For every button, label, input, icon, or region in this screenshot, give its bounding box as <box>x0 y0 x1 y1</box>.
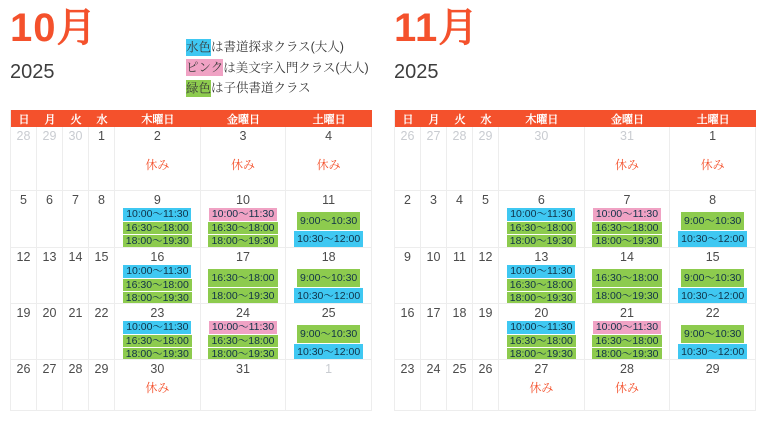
day-cell <box>499 304 585 360</box>
class-time-block: 10:00〜11:30 <box>123 208 191 221</box>
day-cell <box>421 360 447 411</box>
legend-color-chip: 緑色 <box>186 81 212 95</box>
day-cell <box>585 127 671 191</box>
date-number: 13 <box>42 250 57 264</box>
class-time-block: 10:30〜12:00 <box>294 288 363 305</box>
november-calendar <box>384 0 768 433</box>
date-number: 29 <box>478 129 493 143</box>
class-time-block: 16:30〜18:00 <box>208 222 277 235</box>
class-time-block: 10:00〜11:30 <box>209 321 277 334</box>
day-cell <box>585 304 671 360</box>
class-time-block: 18:00〜19:30 <box>123 348 192 360</box>
date-number: 8 <box>709 193 717 207</box>
date-number: 27 <box>42 362 57 376</box>
day-cell <box>421 191 447 248</box>
day-cell <box>473 191 499 248</box>
date-number: 29 <box>705 362 720 376</box>
date-number: 10 <box>236 193 250 207</box>
day-cell <box>11 248 37 304</box>
calendar-grid <box>394 110 756 411</box>
legend-item <box>186 58 372 79</box>
class-time-block: 16:30〜18:00 <box>208 335 277 348</box>
day-cell <box>201 127 287 191</box>
date-number: 24 <box>426 362 441 376</box>
day-cell <box>286 304 372 360</box>
day-cell <box>670 191 756 248</box>
day-cell <box>499 248 585 304</box>
class-time-block: 10:00〜11:30 <box>593 321 661 334</box>
date-number: 1 <box>98 129 105 143</box>
day-cell <box>115 191 201 248</box>
date-number: 15 <box>94 250 109 264</box>
date-number: 18 <box>321 250 336 264</box>
class-time-block: 16:30〜18:00 <box>208 269 277 287</box>
day-cell <box>499 191 585 248</box>
day-cell <box>115 248 201 304</box>
day-cell <box>447 248 473 304</box>
weekday-header: 金曜日 <box>585 110 671 127</box>
date-number: 31 <box>620 129 634 143</box>
class-time-block: 9:00〜10:30 <box>681 325 744 343</box>
date-number: 4 <box>456 193 463 207</box>
date-number: 20 <box>534 306 549 320</box>
date-number: 14 <box>68 250 83 264</box>
day-cell <box>63 248 89 304</box>
class-time-block: 10:00〜11:30 <box>507 321 575 334</box>
rest-label: 休み <box>700 158 725 172</box>
weekday-header: 土曜日 <box>670 110 756 127</box>
day-cell <box>11 191 37 248</box>
class-time-block: 10:00〜11:30 <box>507 265 575 278</box>
weekday-header: 木曜日 <box>499 110 585 127</box>
date-number: 17 <box>426 306 441 320</box>
date-number: 23 <box>150 306 165 320</box>
day-cell <box>395 248 421 304</box>
day-cell <box>447 127 473 191</box>
day-cell <box>499 360 585 411</box>
weekday-header: 月 <box>37 110 63 127</box>
day-cell <box>286 248 372 304</box>
day-cell <box>63 360 89 411</box>
weekday-header: 火 <box>63 110 89 127</box>
date-number: 19 <box>16 306 31 320</box>
class-time-block: 9:00〜10:30 <box>297 212 360 230</box>
date-number: 6 <box>537 193 545 207</box>
day-cell <box>395 191 421 248</box>
date-number: 28 <box>620 362 634 376</box>
class-time-block: 18:00〜19:30 <box>507 292 576 304</box>
legend-item <box>186 37 372 58</box>
legend <box>186 37 372 99</box>
date-number: 6 <box>46 193 53 207</box>
class-time-block: 9:00〜10:30 <box>297 269 360 287</box>
class-time-block: 18:00〜19:30 <box>208 288 277 305</box>
rest-label: 休み <box>614 158 639 172</box>
date-number: 20 <box>42 306 57 320</box>
date-number: 28 <box>16 129 31 143</box>
rest-label: 休み <box>529 381 554 395</box>
day-cell <box>286 191 372 248</box>
date-number: 2 <box>153 129 161 143</box>
day-cell <box>670 127 756 191</box>
day-cell <box>89 191 115 248</box>
date-number: 31 <box>236 362 250 376</box>
date-number: 7 <box>72 193 79 207</box>
class-time-block: 10:30〜12:00 <box>678 344 747 361</box>
date-number: 5 <box>482 193 489 207</box>
day-cell <box>473 360 499 411</box>
day-cell <box>447 360 473 411</box>
class-time-block: 16:30〜18:00 <box>123 335 192 348</box>
november-header <box>394 0 756 110</box>
date-number: 26 <box>400 129 415 143</box>
class-time-block: 10:00〜11:30 <box>123 321 191 334</box>
day-cell <box>37 360 63 411</box>
class-time-block: 18:00〜19:30 <box>507 348 576 360</box>
class-time-block: 16:30〜18:00 <box>507 335 576 348</box>
class-time-block: 18:00〜19:30 <box>592 288 661 305</box>
date-number: 11 <box>322 193 336 207</box>
october-header <box>10 0 372 110</box>
date-number: 13 <box>534 250 549 264</box>
month-title: 10月 <box>10 6 98 50</box>
class-time-block: 16:30〜18:00 <box>592 269 661 287</box>
legend-color-chip: 水色 <box>186 40 212 54</box>
day-cell <box>115 360 201 411</box>
date-number: 22 <box>94 306 109 320</box>
weekday-header: 水 <box>473 110 499 127</box>
weekday-header: 火 <box>447 110 473 127</box>
class-time-block: 16:30〜18:00 <box>123 279 192 292</box>
day-cell <box>11 360 37 411</box>
day-cell <box>37 127 63 191</box>
date-number: 18 <box>452 306 467 320</box>
date-number: 23 <box>400 362 415 376</box>
day-cell <box>201 248 287 304</box>
rest-label: 休み <box>145 158 170 172</box>
day-cell <box>37 248 63 304</box>
date-number: 22 <box>705 306 720 320</box>
weekday-header: 日 <box>11 110 37 127</box>
date-number: 1 <box>325 362 333 376</box>
weekday-header: 木曜日 <box>115 110 201 127</box>
class-time-block: 10:30〜12:00 <box>294 231 363 249</box>
day-cell <box>11 304 37 360</box>
day-cell <box>201 191 287 248</box>
date-number: 26 <box>16 362 31 376</box>
date-number: 9 <box>153 193 161 207</box>
date-number: 25 <box>321 306 336 320</box>
day-cell <box>37 191 63 248</box>
class-time-block: 18:00〜19:30 <box>208 348 277 360</box>
date-number: 25 <box>452 362 467 376</box>
day-cell <box>421 304 447 360</box>
day-cell <box>421 248 447 304</box>
day-cell <box>421 127 447 191</box>
day-cell <box>115 127 201 191</box>
class-time-block: 9:00〜10:30 <box>681 212 744 230</box>
day-cell <box>63 127 89 191</box>
date-number: 27 <box>426 129 441 143</box>
day-cell <box>473 304 499 360</box>
calendar-grid <box>10 110 372 411</box>
class-time-block: 10:00〜11:30 <box>593 208 661 221</box>
date-number: 16 <box>150 250 165 264</box>
day-cell <box>115 304 201 360</box>
date-number: 29 <box>42 129 57 143</box>
rest-label: 休み <box>316 158 341 172</box>
date-number: 30 <box>534 129 549 143</box>
date-number: 3 <box>239 129 247 143</box>
date-number: 12 <box>16 250 31 264</box>
date-number: 24 <box>236 306 250 320</box>
date-number: 7 <box>623 193 631 207</box>
day-cell <box>499 127 585 191</box>
class-time-block: 10:00〜11:30 <box>123 265 191 278</box>
date-number: 2 <box>404 193 411 207</box>
day-cell <box>395 360 421 411</box>
date-number: 21 <box>620 306 634 320</box>
class-time-block: 18:00〜19:30 <box>123 235 192 248</box>
class-time-block: 10:30〜12:00 <box>678 288 747 305</box>
date-number: 16 <box>400 306 415 320</box>
day-cell <box>395 304 421 360</box>
day-cell <box>11 127 37 191</box>
class-time-block: 16:30〜18:00 <box>507 222 576 235</box>
date-number: 9 <box>404 250 411 264</box>
date-number: 3 <box>430 193 437 207</box>
legend-item-text: は子供書道クラス <box>211 81 311 95</box>
class-time-block: 10:30〜12:00 <box>678 231 747 249</box>
day-cell <box>473 127 499 191</box>
date-number: 29 <box>94 362 109 376</box>
day-cell <box>89 248 115 304</box>
day-cell <box>447 191 473 248</box>
date-number: 15 <box>705 250 720 264</box>
date-number: 26 <box>478 362 493 376</box>
class-time-block: 18:00〜19:30 <box>592 348 661 360</box>
day-cell <box>585 191 671 248</box>
day-cell <box>286 127 372 191</box>
weekday-header: 月 <box>421 110 447 127</box>
day-cell <box>286 360 372 411</box>
day-cell <box>201 304 287 360</box>
class-time-block: 18:00〜19:30 <box>592 235 661 248</box>
month-title: 11月 <box>394 6 480 50</box>
weekday-header: 水 <box>89 110 115 127</box>
day-cell <box>670 360 756 411</box>
class-time-block: 9:00〜10:30 <box>297 325 360 343</box>
day-cell <box>89 304 115 360</box>
october-title-group <box>10 0 186 84</box>
rest-label: 休み <box>614 381 639 395</box>
day-cell <box>89 127 115 191</box>
day-cell <box>670 304 756 360</box>
rest-label: 休み <box>230 158 255 172</box>
class-time-block: 16:30〜18:00 <box>507 279 576 292</box>
weekday-header: 土曜日 <box>286 110 372 127</box>
legend-color-chip: ピンク <box>186 60 224 75</box>
date-number: 17 <box>236 250 250 264</box>
day-cell <box>37 304 63 360</box>
year-label: 2025 <box>10 61 55 83</box>
class-time-block: 9:00〜10:30 <box>681 269 744 287</box>
date-number: 28 <box>68 362 83 376</box>
weekday-header: 日 <box>395 110 421 127</box>
date-number: 28 <box>452 129 467 143</box>
date-number: 10 <box>426 250 441 264</box>
date-number: 19 <box>478 306 493 320</box>
date-number: 27 <box>534 362 549 376</box>
date-number: 30 <box>68 129 83 143</box>
date-number: 30 <box>150 362 165 376</box>
day-cell <box>670 248 756 304</box>
november-title-group <box>394 0 570 84</box>
day-cell <box>473 248 499 304</box>
date-number: 21 <box>68 306 83 320</box>
day-cell <box>585 248 671 304</box>
day-cell <box>63 191 89 248</box>
day-cell <box>447 304 473 360</box>
class-time-block: 16:30〜18:00 <box>592 222 661 235</box>
rest-label: 休み <box>145 381 170 395</box>
day-cell <box>201 360 287 411</box>
class-time-block: 18:00〜19:30 <box>507 235 576 248</box>
date-number: 4 <box>325 129 333 143</box>
year-label: 2025 <box>394 61 439 83</box>
day-cell <box>63 304 89 360</box>
class-time-block: 10:00〜11:30 <box>209 208 277 221</box>
day-cell <box>89 360 115 411</box>
legend-item-text: は書道探求クラス(大人) <box>211 40 344 54</box>
legend-item-text: は美文字入門クラス(大人) <box>223 60 369 75</box>
day-cell <box>395 127 421 191</box>
legend-item <box>186 78 372 99</box>
date-number: 8 <box>98 193 105 207</box>
class-time-block: 18:00〜19:30 <box>123 292 192 304</box>
date-number: 14 <box>620 250 634 264</box>
class-time-block: 16:30〜18:00 <box>123 222 192 235</box>
class-time-block: 18:00〜19:30 <box>208 235 277 248</box>
class-time-block: 10:30〜12:00 <box>294 344 363 361</box>
day-cell <box>585 360 671 411</box>
class-time-block: 16:30〜18:00 <box>592 335 661 348</box>
date-number: 12 <box>478 250 493 264</box>
class-time-block: 10:00〜11:30 <box>507 208 575 221</box>
weekday-header: 金曜日 <box>201 110 287 127</box>
date-number: 11 <box>453 250 466 264</box>
date-number: 1 <box>709 129 717 143</box>
date-number: 5 <box>20 193 27 207</box>
